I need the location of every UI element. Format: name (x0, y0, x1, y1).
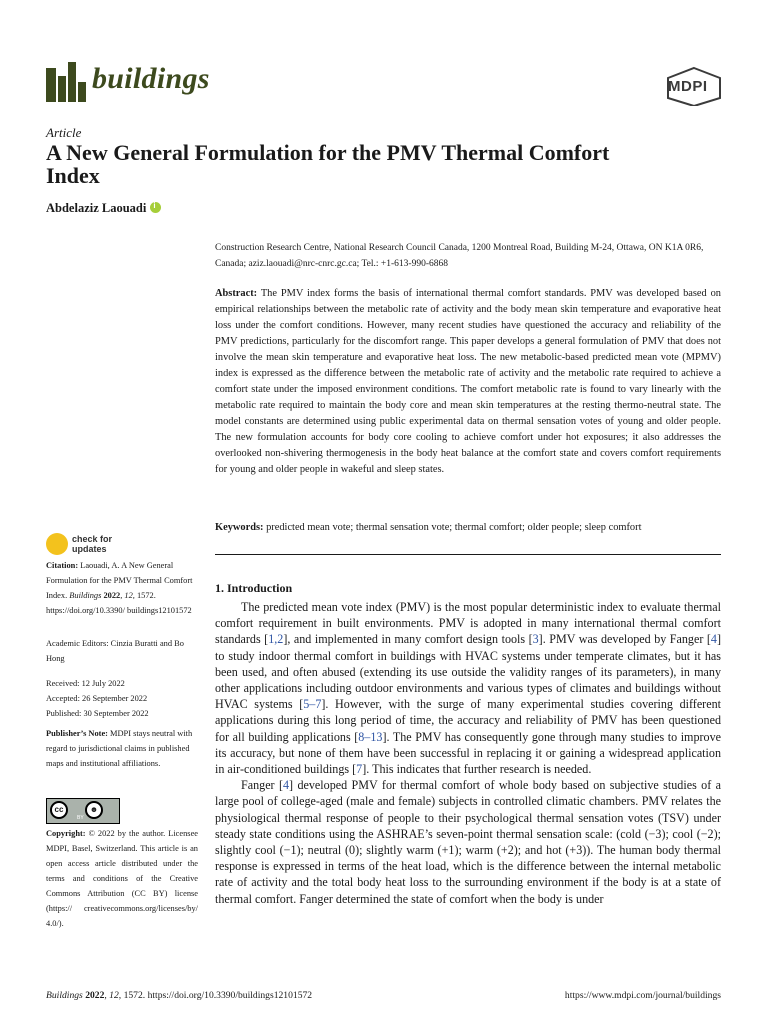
footer-citation: Buildings 2022, 12, 1572. https://doi.org/10.3390/buildings12101572 (46, 990, 313, 1001)
received-date: Received: 12 July 2022 (46, 679, 125, 688)
published-date: Published: 30 September 2022 (46, 709, 149, 718)
by-label: BY (77, 815, 84, 821)
footer-journal-url[interactable]: https://www.mdpi.com/journal/buildings (564, 990, 721, 1001)
ref-link[interactable]: 8–13 (358, 729, 383, 744)
ref-link[interactable]: 3 (532, 632, 539, 647)
affiliation: Construction Research Centre, National Research Council Canada, 1200 Montreal Road, Building M-24, Ottawa, ON K1A 0R6, Canada; aziz.laouadi@nrc-cnrc.gc.ca; Tel.: +1-613-990-6868 (215, 243, 704, 269)
keywords-text: predicted mean vote; thermal sensation vote; thermal comfort; older people; sleep comfort (266, 522, 642, 533)
publisher-name: MDPI (668, 78, 708, 95)
ref-link[interactable]: 4 (710, 632, 717, 647)
author (46, 201, 161, 216)
ref-link[interactable]: 1,2 (268, 632, 284, 647)
orcid-icon[interactable]: i (150, 202, 161, 213)
copyright-label: Copyright: (46, 829, 86, 838)
article-type: Article (46, 125, 82, 140)
journal-name: buildings (92, 62, 210, 95)
cc-by-license-badge[interactable] (46, 798, 120, 824)
cc-icon: cc (50, 801, 68, 819)
ref-link[interactable]: 5–7 (303, 697, 322, 712)
copyright: Copyright: © 2022 by the author. Licensee MDPI, Basel, Switzerland. This article is an open access article distributed under the terms and conditions of the Creative Commons Attribution (CC BY) license (https:// creativecommons.org/licenses/by/ 4.0/). (46, 829, 199, 928)
abstract-text: The PMV index forms the basis of international thermal comfort standards. PMV was developed based on empirical relationships between the metabolic rate of activity and the body mean skin temperature and evaporative heat loss under the comfort conditions. However, many recent studies have questioned the accuracy and reliability of the PMV predictions, particularly for the discomfort range. This paper develops a general formulation of PMV that does not involve the mean skin temperature and evaporative heat loss. The new metabolic-based predicted mean vote (MPMV) index is expressed as the difference between the metabolic rate of activity and the metabolic rate required to achieve a comfort state under the imposed environment conditions. The comfort metabolic rate is found to vary linearly with the metabolic rate required to maintain the body core and mean skin temperatures at the resting thermo-neutral state. The model constants are determined using public experimental data on thermal sensation votes of young and older people. The new formulation accounts for body core cooling to achieve comfort under hot exposures; it also addresses the overlooked non-shivering thermogenesis in the body heat balance at the comfort state and covers comfort requirements for young and older people in wakeful and sleep states. (215, 288, 721, 475)
check-for-updates-button[interactable] (46, 533, 156, 557)
section-heading: 1. Introduction (215, 581, 293, 595)
check-updates-icon (46, 533, 68, 555)
citation-label: Citation: (46, 561, 79, 570)
body-text (215, 599, 721, 907)
ref-link[interactable]: 4 (283, 778, 290, 793)
dates (46, 676, 198, 721)
paragraph: Fanger [4] developed PMV for thermal comfort of whole body based on subjective studies of a large pool of college-aged (male and female) subjects in controlled climatic chambers. PMV relates the physiological thermal response of people to their psychological thermal sensation votes (TSV) under steady state conditions using the ASHRAE’s seven-point thermal sensation scale: (cold (−3); cool (−2); slightly cool (−1); neutral (0); slightly warm (+1); warm (+2); and hot (+3)). The human body thermal response is expressed in terms of the heat load, which is the difference between the internal metabolic rate of activity and the total body heat loss to the surrounding environment if the body is at a state of thermal comfort. Fanger determined the state of comfort when the body is under (215, 778, 721, 906)
divider (215, 554, 721, 555)
accepted-date: Accepted: 26 September 2022 (46, 694, 148, 703)
academic-editors: Academic Editors: Cinzia Buratti and Bo Hong (46, 639, 184, 663)
paragraph: The predicted mean vote index (PMV) is the most popular deterministic index to evaluate thermal comfort requirement in built environments. PMV is adopted in many international thermal comfort standards [1,2], and implemented in many comfort design tools [3]. PMV was developed by Fanger [4] to study indoor thermal comfort in buildings with HVAC systems under temperate climates, but it has been used, and often abused (extending its use outside the validity ranges of its parameters), in many other applications including outdoor environments and various types of climates and buildings without HVAC systems [5–7]. However, with the surge of many experimental studies covering different applications during this long period of time, the accuracy and reliability of PMV has been questioned for all building applications [8–13]. The PMV has consequently gone through many studies to improve its accuracy, but none of them have been successful in replacing it or gaining a widespread application in air-conditioned buildings [7]. This indicates that further research is needed. (215, 600, 721, 777)
check-updates-label: check for updates (72, 534, 113, 554)
article-title: A New General Formulation for the PMV Thermal Comfort Index (46, 140, 610, 188)
publisher-note-label: Publisher’s Note: (46, 729, 108, 738)
attribution-icon: ☻ (85, 801, 103, 819)
mdpi-logo (664, 66, 724, 106)
keywords (215, 520, 725, 536)
publisher-note: Publisher’s Note: MDPI stays neutral with regard to jurisdictional claims in published maps and institutional affiliations. (46, 729, 193, 768)
footer-doi-link[interactable]: 1572. https://doi.org/10.3390/buildings12101572 (123, 990, 313, 1001)
citation: Citation: Laouadi, A. A New General Formulation for the PMV Thermal Comfort Index. Buildings 2022, 12, 1572. https://doi.org/10.3390/ buildings12101572 (46, 561, 193, 615)
abstract-label: Abstract: (215, 288, 258, 299)
abstract (215, 286, 721, 478)
buildings-logo-icon (46, 60, 90, 104)
journal-logo (46, 60, 276, 104)
author-name: Abdelaziz Laouadi (46, 201, 147, 215)
ref-link[interactable]: 7 (356, 762, 363, 777)
citation-doi-link[interactable]: 1572. https://doi.org/10.3390/ buildings12101572 (46, 591, 192, 615)
keywords-label: Keywords: (215, 522, 264, 533)
